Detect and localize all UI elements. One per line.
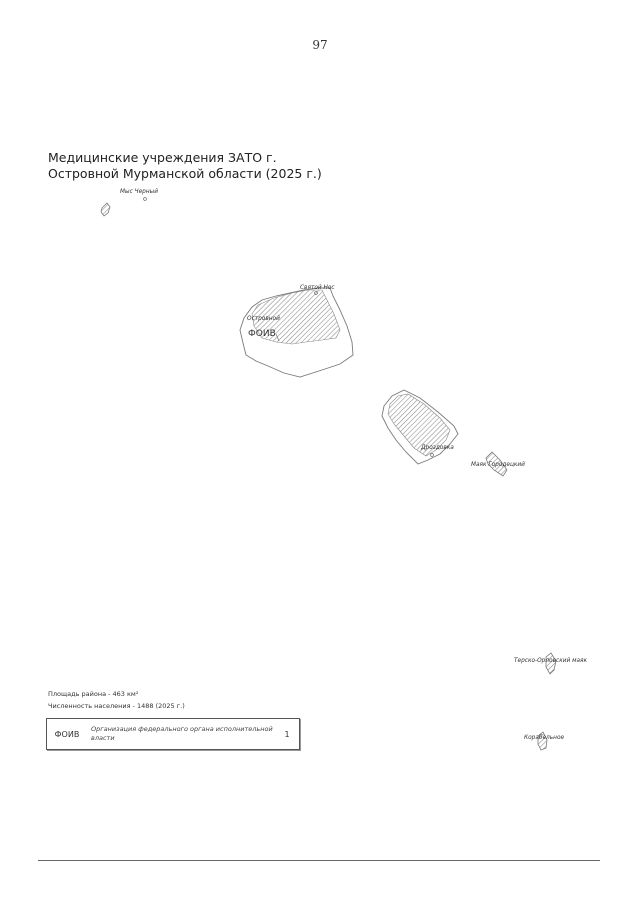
legend-description: Организация федерального органа исполнительной власти [91, 725, 273, 742]
place-label-korabelnoe: Корабельное [524, 735, 565, 741]
legend-count: 1 [284, 729, 290, 739]
legend-code: ФОИВ [54, 729, 80, 739]
mys-cherny-shape [101, 203, 110, 216]
place-label-mys-cherny: Мыс Черный [120, 189, 158, 195]
footer-divider [38, 860, 600, 861]
map-legend [46, 718, 300, 750]
place-label-drozdovka: Дроздовка [421, 445, 454, 451]
area-stat: Площадь района - 463 км² [48, 690, 139, 698]
place-label-svyatoy-nos: Святой Нос [300, 285, 335, 291]
place-label-ostrovnoy: Островной [247, 316, 280, 322]
district-stats [48, 688, 185, 712]
page-number: 97 [312, 38, 328, 52]
fois-map-tag: ФОИВ [248, 329, 276, 339]
population-stat: Численность населения - 1488 (2025 г.) [48, 702, 185, 710]
place-label-turye-shumovy: Терско-Орловский маяк [514, 658, 588, 664]
mys-cherny-marker [144, 198, 147, 201]
place-label-mayak-gorodetsky: Маяк Городецкий [471, 462, 525, 468]
map-title: Медицинские учреждения ЗАТО г. Островной Мурманской области (2025 г.) [48, 150, 322, 181]
